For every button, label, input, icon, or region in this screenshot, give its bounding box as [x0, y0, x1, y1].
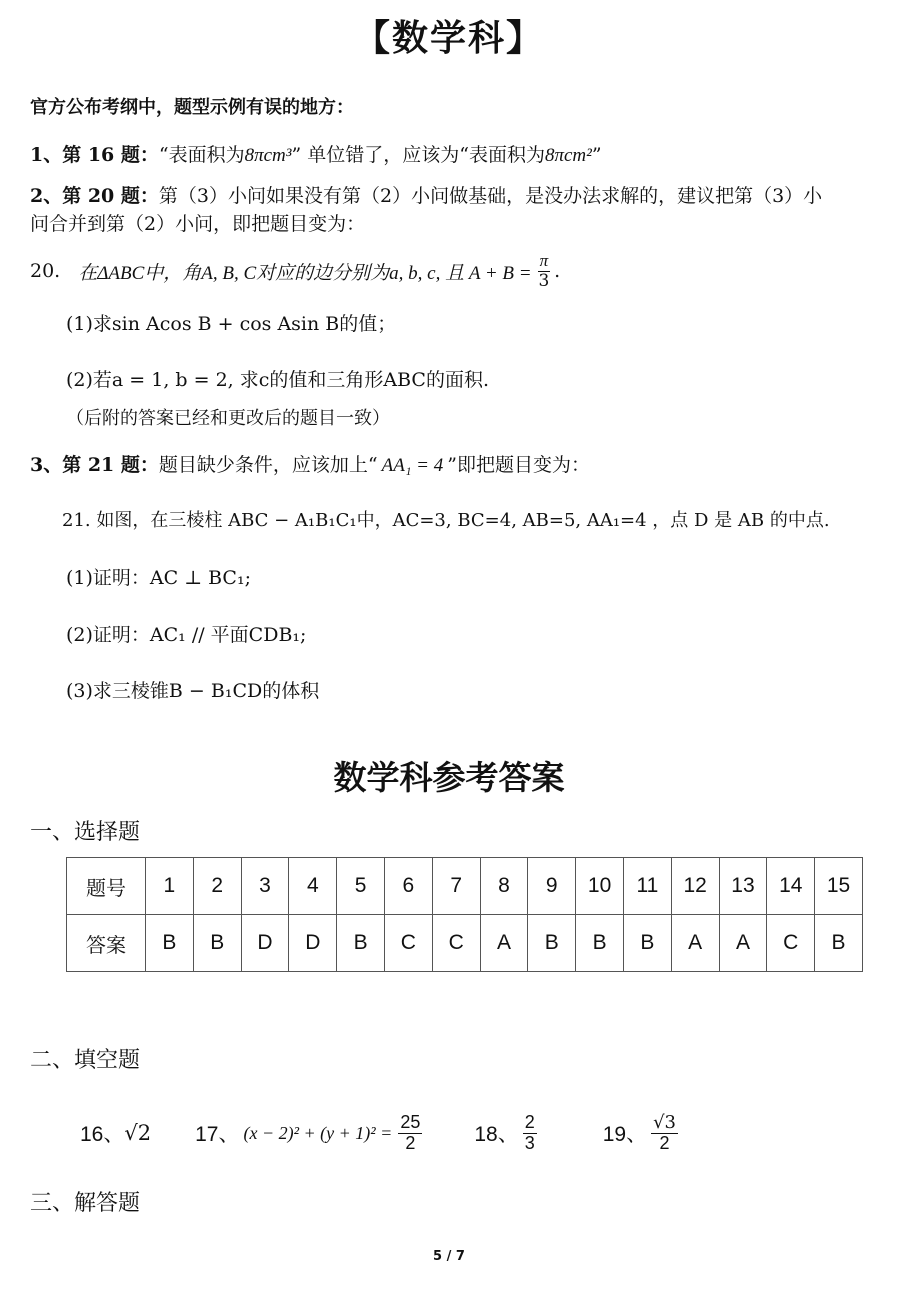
answer-cell: B — [193, 915, 241, 972]
question-20-fraction-denominator: 3 — [538, 270, 550, 291]
answer-table — [66, 857, 863, 972]
errata-item-3-condition: AA₁ = 4 — [381, 455, 444, 476]
errata-item-1-text-a: “表面积为 — [158, 144, 245, 166]
fill-19-label: 19、 — [602, 1123, 648, 1146]
errata-item-2-text-1: 第（3）小问如果没有第（2）小问做基础，是没办法求解的，建议把第（3）小 — [158, 185, 823, 207]
answer-cell: C — [432, 915, 480, 972]
answer-cell: B — [815, 915, 863, 972]
errata-item-2-lead: 2、第 20 题： — [30, 185, 159, 207]
errata-item-3-text-2: ”即把题目变为： — [447, 454, 590, 476]
question-number-cell: 10 — [576, 858, 624, 915]
answer-cell: A — [671, 915, 719, 972]
question-number-cell: 12 — [671, 858, 719, 915]
fill-17-denominator: 2 — [405, 1132, 416, 1153]
answer-cell: C — [767, 915, 815, 972]
fill-17-label: 17、 — [195, 1123, 240, 1146]
section-fill-in: 二、填空题 — [30, 1048, 141, 1073]
fill-18-denominator: 3 — [524, 1132, 535, 1153]
fill-17-fraction — [398, 1113, 422, 1154]
answer-cell: D — [241, 915, 289, 972]
answer-table-row2-label: 答案 — [67, 915, 146, 972]
fill-in-answers — [80, 1103, 678, 1163]
question-number-cell: 8 — [480, 858, 528, 915]
errata-item-1-value-a: 8πcm³ — [244, 145, 292, 166]
question-20-part-1: (1)求sin Acos B + cos Asin B的值； — [66, 313, 397, 335]
errata-item-1-text-c: ” — [591, 144, 602, 166]
fill-18-label: 18、 — [474, 1123, 519, 1146]
errata-item-3-lead: 3、第 21 题： — [30, 454, 159, 476]
page-number: 5 / 7 — [433, 1249, 465, 1264]
answer-cell: D — [289, 915, 337, 972]
question-number-cell: 1 — [146, 858, 194, 915]
answer-cell: C — [384, 915, 432, 972]
question-21-stem: 21. 如图，在三棱柱 ABC − A₁B₁C₁中，AC=3, BC=4, AB=5, AA₁=4 ，点 D 是 AB 的中点. — [62, 510, 830, 531]
question-21-part-3: (3)求三棱锥B − B₁CD的体积 — [66, 680, 320, 702]
errata-item-1 — [30, 140, 602, 167]
fill-19-denominator: 2 — [659, 1132, 670, 1153]
fill-18-numerator: 2 — [524, 1111, 535, 1132]
answer-cell: B — [576, 915, 624, 972]
errata-heading: 官方公布考纲中，题型示例有误的地方： — [30, 97, 354, 118]
fill-19-numerator: √3 — [653, 1111, 676, 1133]
answer-cell: B — [623, 915, 671, 972]
question-number-cell: 9 — [528, 858, 576, 915]
answer-cell: B — [337, 915, 385, 972]
fill-19-fraction — [651, 1113, 678, 1154]
answer-table-answer-row — [67, 915, 863, 972]
question-number-cell: 7 — [432, 858, 480, 915]
fill-17-numerator: 25 — [400, 1111, 421, 1132]
question-20-fraction-numerator: π — [539, 251, 549, 270]
question-number-cell: 4 — [289, 858, 337, 915]
question-number-cell: 14 — [767, 858, 815, 915]
errata-item-2-line-2: 问合并到第（2）小问，即把题目变为： — [30, 213, 366, 235]
question-20-fraction — [538, 252, 551, 290]
fill-16-value: √2 — [124, 1121, 152, 1145]
errata-item-1-text-b: ” 单位错了，应该为“表面积为 — [291, 144, 545, 166]
errata-item-2-line-1 — [30, 181, 822, 208]
page-title: 【数学科】 — [353, 18, 544, 59]
answer-cell: B — [528, 915, 576, 972]
errata-item-3 — [30, 450, 590, 477]
question-number-cell: 5 — [337, 858, 385, 915]
answers-title: 数学科参考答案 — [333, 758, 565, 797]
question-20-end: . — [554, 260, 561, 283]
fill-18-fraction — [523, 1113, 537, 1154]
question-20-number: 20. — [30, 260, 61, 283]
question-20-text: 在ΔABC中，角A, B, C对应的边分别为a, b, c, 且 A + B = — [78, 262, 532, 284]
question-20-stem — [30, 252, 560, 290]
section-multiple-choice: 一、选择题 — [30, 820, 141, 845]
question-number-cell: 6 — [384, 858, 432, 915]
question-number-cell: 15 — [815, 858, 863, 915]
question-number-cell: 2 — [193, 858, 241, 915]
answer-table-row1-label: 题号 — [67, 858, 146, 915]
question-21-part-2: (2)证明：AC₁ // 平面CDB₁; — [66, 624, 307, 646]
question-20-note: （后附的答案已经和更改后的题目一致） — [66, 408, 390, 429]
fill-17-lhs: (x − 2)² + (y + 1)² = — [243, 1122, 393, 1143]
answer-table-header-row — [67, 858, 863, 915]
question-number-cell: 13 — [719, 858, 767, 915]
question-number-cell: 3 — [241, 858, 289, 915]
fill-16-label: 16、 — [80, 1123, 125, 1146]
question-21-part-1: (1)证明：AC ⊥ BC₁; — [66, 567, 251, 589]
section-free-response: 三、解答题 — [30, 1191, 141, 1216]
errata-item-1-lead: 1、第 16 题： — [30, 144, 159, 166]
answer-cell: A — [480, 915, 528, 972]
errata-item-1-value-b: 8πcm² — [544, 145, 592, 166]
question-20-part-2: (2)若a = 1, b = 2, 求c的值和三角形ABC的面积. — [66, 369, 489, 391]
answer-cell: B — [146, 915, 194, 972]
answer-cell: A — [719, 915, 767, 972]
errata-item-3-text: 题目缺少条件，应该加上“ — [158, 454, 378, 476]
question-number-cell: 11 — [623, 858, 671, 915]
